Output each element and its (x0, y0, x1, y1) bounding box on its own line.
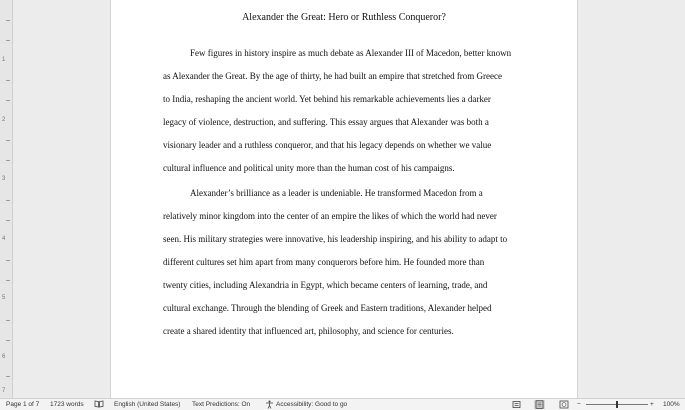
zoom-out-button[interactable]: − (577, 401, 581, 408)
text-line[interactable]: cultural influence and political unity more than the human cost of his campaigns. (163, 163, 455, 173)
ruler-number: 3 (2, 176, 6, 182)
ruler-number: 6 (2, 354, 6, 360)
text-line[interactable]: relatively minor kingdom into the center of an empire the likes of which the world had never (163, 211, 497, 221)
ruler-tick (6, 376, 10, 377)
text-line[interactable]: Few figures in history inspire as much debate as Alexander III of Macedon, better known (190, 48, 512, 58)
web-layout-icon[interactable] (559, 400, 569, 409)
ruler-tick (6, 260, 10, 261)
text-line[interactable]: twenty cities, including Alexandria in Egypt, which became centers of learning, trade, and (163, 280, 488, 290)
accessibility-status[interactable]: Accessibility: Good to go (276, 401, 348, 408)
ruler-tick (6, 320, 10, 321)
ruler-tick (6, 160, 10, 161)
page-count[interactable]: Page 1 of 7 (6, 401, 40, 408)
text-line[interactable]: visionary leader and a ruthless conqueror, and that his legacy depends on whether we value (163, 140, 492, 150)
ruler-tick (6, 20, 10, 21)
zoom-slider-handle[interactable] (616, 401, 618, 408)
ruler-tick (6, 100, 10, 101)
document-title[interactable]: Alexander the Great: Hero or Ruthless Conqueror? (242, 12, 446, 23)
text-line[interactable]: different cultures set him apart from many conquerors before him. He founded more than (163, 257, 485, 267)
text-line[interactable]: create a shared identity that influenced art, philosophy, and science for centuries. (163, 326, 454, 336)
accessibility-icon[interactable] (265, 400, 274, 409)
zoom-slider[interactable] (586, 404, 648, 405)
paragraph-1[interactable] (163, 48, 543, 186)
ruler-tick (6, 80, 10, 81)
ruler-number: 2 (2, 117, 6, 123)
text-line[interactable]: legacy of violence, destruction, and suffering. This essay argues that Alexander was both a (163, 117, 489, 127)
zoom-level[interactable]: 100% (663, 401, 680, 408)
ruler-number: 4 (2, 236, 6, 242)
print-layout-icon[interactable] (534, 400, 545, 409)
text-line[interactable]: cultural exchange. Through the blending of Greek and Eastern traditions, Alexander helped (163, 303, 492, 313)
book-icon[interactable] (94, 400, 104, 408)
language[interactable]: English (United States) (114, 401, 181, 408)
text-line[interactable]: as Alexander the Great. By the age of thirty, he had built an empire that stretched from Greece (163, 71, 503, 81)
word-count[interactable]: 1723 words (50, 401, 84, 408)
ruler-tick (6, 200, 10, 201)
status-bar (0, 398, 685, 410)
ruler-number: 5 (2, 295, 6, 301)
ruler-tick (6, 340, 10, 341)
text-predictions[interactable]: Text Predictions: On (192, 401, 251, 408)
ruler-number: 7 (2, 388, 6, 394)
vertical-ruler (0, 0, 13, 398)
ruler-tick (6, 140, 10, 141)
ruler-tick (6, 40, 10, 41)
ruler-tick (6, 220, 10, 221)
text-line[interactable]: to India, reshaping the ancient world. Yet behind his remarkable achievements lies a darker (163, 94, 491, 104)
zoom-in-button[interactable]: + (650, 401, 654, 408)
focus-icon[interactable] (512, 400, 521, 409)
text-line[interactable]: Alexander’s brilliance as a leader is undeniable. He transformed Macedon from a (190, 188, 483, 198)
ruler-tick (6, 280, 10, 281)
ruler-number: 1 (2, 57, 6, 63)
document-page[interactable] (111, 0, 577, 398)
paragraph-2[interactable] (163, 188, 543, 349)
text-line[interactable]: seen. His military strategies were innovative, his leadership inspiring, and his ability to adapt to (163, 234, 508, 244)
